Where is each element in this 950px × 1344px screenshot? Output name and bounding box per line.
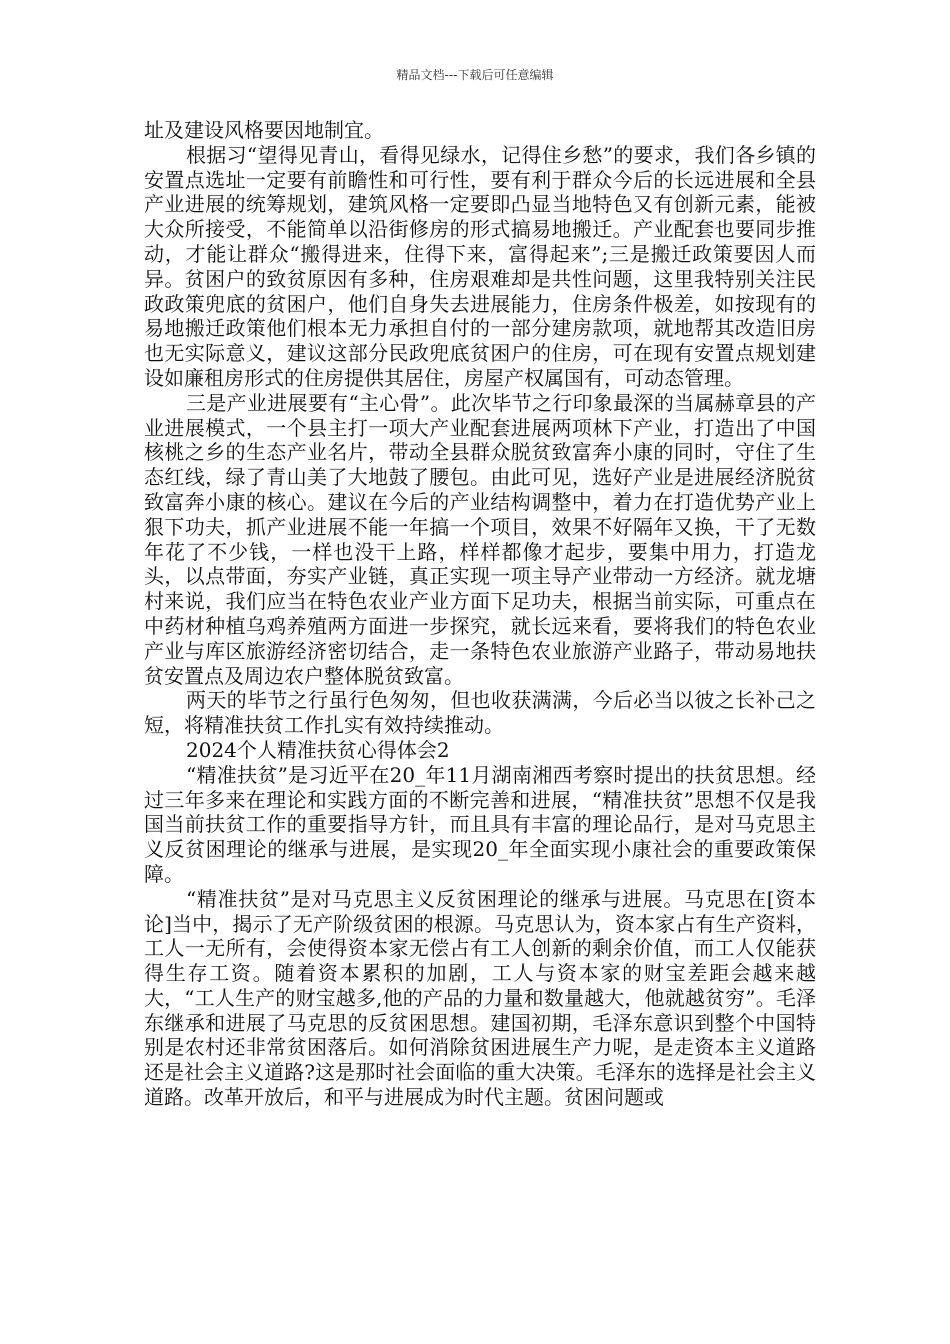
paragraph-5: “精准扶贫”是习近平在20_年11月湖南湘西考察时提出的扶贫思想。经过三年多来在理论和实践方面的不断完善和进展，“精准扶贫”思想不仅是我国当前扶贫工作的重要指导方针，而且具有丰富的理论品行，是对马克思主义反贫困理论的继承与进展，是实现20_年全面实现小康社会的重要政策保障。	[144, 762, 816, 886]
paragraph-3: 三是产业进展要有“主心骨”。此次毕节之行印象最深的当属赫章县的产业进展模式，一个县主打一项大产业配套进展两项林下产业，打造出了中国核桃之乡的生态产业名片，带动全县群众脱贫致富奔小康的同时，守住了生态红线，绿了青山美了大地鼓了腰包。由此可见，选好产业是进展经济脱贫致富奔小康的核心。建议在今后的产业结构调整中，着力在打造优势产业上狠下功夫，抓产业进展不能一年搞一个项目，效果不好隔年又换，干了无数年花了不少钱，一样也没干上路，样样都像才起步，要集中用力，打造龙头，以点带面，夯实产业链，真正实现一项主导产业带动一方经济。就龙塘村来说，我们应当在特色农业产业方面下足功夫，根据当前实际，可重点在中药材种植乌鸡养殖两方面进一步探究，就长远来看，要将我们的特色农业产业与库区旅游经济密切结合，走一条特色农业旅游产业路子，带动易地扶贫安置点及周边农户整体脱贫致富。	[144, 390, 816, 688]
paragraph-6: “精准扶贫”是对马克思主义反贫困理论的继承与进展。马克思在[资本论]当中，揭示了无产阶级贫困的根源。马克思认为，资本家占有生产资料，工人一无所有，会使得资本家无偿占有工人创新的剩余价值，而工人仅能获得生存工资。随着资本累积的加剧，工人与资本家的财宝差距会越来越大，“工人生产的财宝越多,他的产品的力量和数量越大，他就越贫穷”。毛泽东继承和进展了马克思的反贫困思想。建国初期，毛泽东意识到整个中国特别是农村还非常贫困落后。如何消除贫困进展生产力呢，是走资本主义道路还是社会主义道路?这是那时社会面临的重大决策。毛泽东的选择是社会主义道路。改革开放后，和平与进展成为时代主题。贫困问题或	[144, 886, 816, 1110]
section-heading: 2024个人精准扶贫心得体会2	[186, 737, 450, 762]
document-body	[144, 118, 816, 1110]
paragraph-4: 两天的毕节之行虽行色匆匆，但也收获满满，今后必当以彼之长补己之短，将精准扶贫工作扎实有效持续推动。	[144, 688, 816, 738]
paragraph-1: 址及建设风格要因地制宜。	[144, 118, 384, 142]
paragraph-2: 根据习“望得见青山，看得见绿水，记得住乡愁”的要求，我们各乡镇的安置点选址一定要有前瞻性和可行性，要有利于群众今后的长远进展和全县产业进展的统筹规划，建筑风格一定要即凸显当地特色又有创新元素，能被大众所接受，不能简单以沿街修房的形式搞易地搬迁。产业配套也要同步推动，才能让群众“搬得进来，住得下来，富得起来”;三是搬迁政策要因人而异。贫困户的致贫原因有多种，住房艰难却是共性问题，这里我特别关注民政政策兜底的贫困户，他们自身失去进展能力，住房条件极差，如按现有的易地搬迁政策他们根本无力承担自付的一部分建房款项，就地帮其改造旧房也无实际意义，建议这部分民政兜底贫困户的住房，可在现有安置点规划建设如廉租房形式的住房提供其居住，房屋产权属国有，可动态管理。	[144, 142, 816, 390]
page-header: 精品文档---下载后可任意编辑	[396, 68, 554, 82]
